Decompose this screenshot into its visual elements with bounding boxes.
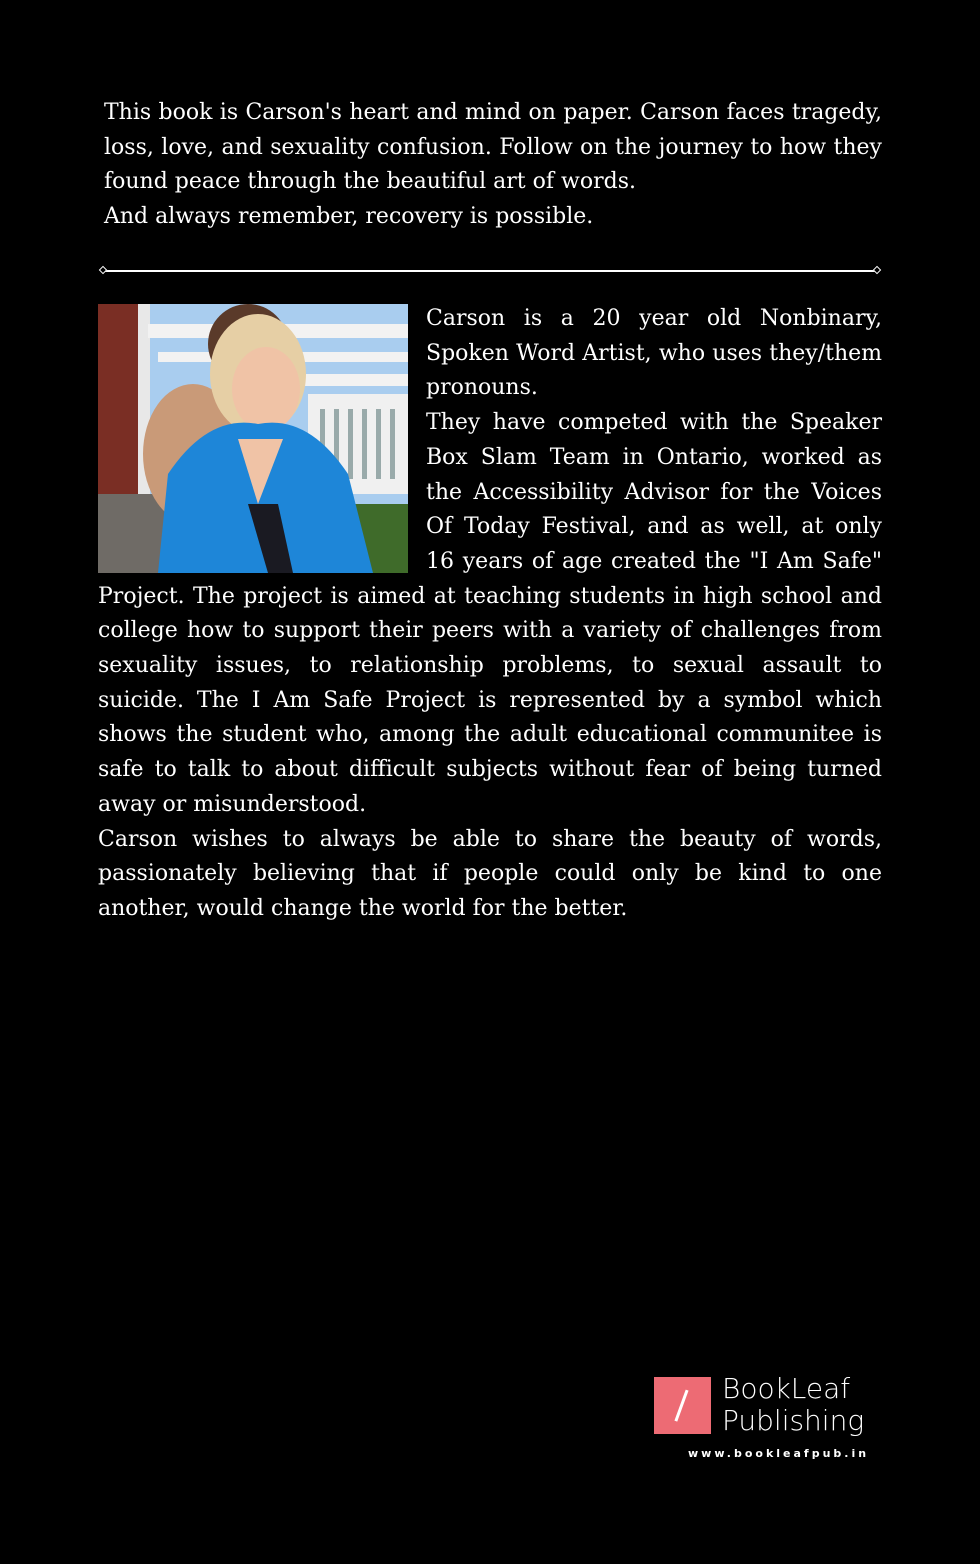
blurb-tagline: And always remember, recovery is possible. [104,204,594,230]
publisher-name-line1: BookLeaf [722,1372,851,1405]
publisher-url: www.bookleafpub.in [688,1447,870,1460]
bio-closing: Carson wishes to always be able to share the beauty of words, passionately believing that if people could only be kind to one another, would change the world for the better. [98,826,882,921]
bio-intro: Carson is a 20 year old Nonbinary, Spoken Word Artist, who uses they/them pronouns. [426,306,882,401]
bio-achievements: They have competed with the Speaker Box Slam Team in Ontario, worked as the Accessibility Advisor for the Voices Of Today Festival, and as well, at only 16 years of age created the "I Am Safe" Project. The project is aimed at teaching students in high school and college how to support their peers with a variety of challenges from sexuality issues, to relationship problems, to sexual assault to suicide. The I Am Safe Project is represented by a symbol which shows the student who, among the adult educational communitee is safe to talk to about difficult subjects without fear of being turned away or misunderstood. [98,410,882,817]
divider-diamond-right [873,266,881,274]
section-divider [100,266,880,276]
back-cover-blurb [104,96,882,235]
publisher-logo [654,1372,870,1465]
bookleaf-slash-icon [654,1377,711,1434]
blurb-paragraph: This book is Carson's heart and mind on paper. Carson faces tragedy, loss, love, and sexuality confusion. Follow on the journey to how they found peace through the beautiful art of words. [104,100,882,195]
publisher-name-line2: Publishing [722,1404,865,1437]
divider-diamond-left [99,266,107,274]
author-bio [98,302,882,927]
